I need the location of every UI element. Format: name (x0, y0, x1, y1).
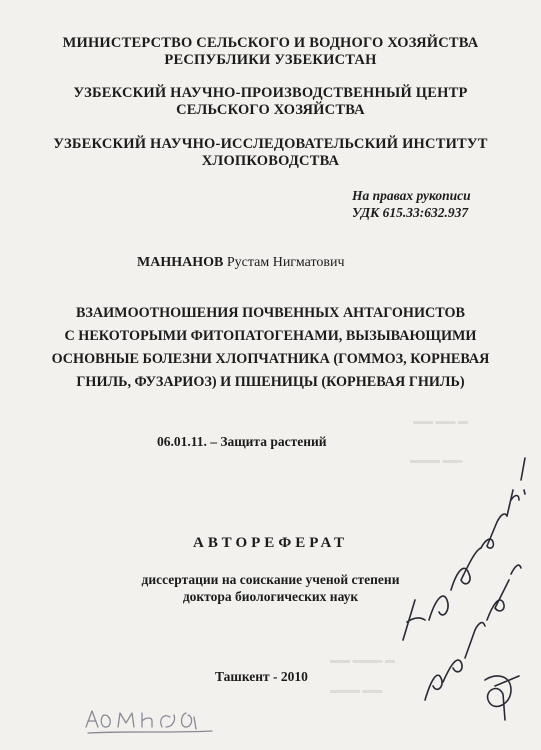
bleed-through-mark: ▬▬ ▬▬▬ ▬ (330, 655, 395, 666)
city-year: Ташкент - 2010 (215, 669, 308, 684)
udk-code: УДК 615.33:632.937 (352, 205, 469, 220)
author-surname: МАННАНОВ (137, 255, 224, 270)
handwritten-dedication-signature (385, 450, 535, 730)
institute-line-1: УЗБЕКСКИЙ НАУЧНО-ИССЛЕДОВАТЕЛЬСКИЙ ИНСТИТУТ (53, 136, 488, 152)
rights-note: На правах рукописи (352, 188, 471, 203)
title-line-2: С НЕКОТОРЫМИ ФИТОПАТОГЕНАМИ, ВЫЗЫВАЮЩИМИ (64, 328, 477, 344)
title-line-3: ОСНОВНЫЕ БОЛЕЗНИ ХЛОПЧАТНИКА (ГОММОЗ, КОРНЕВАЯ (51, 351, 490, 367)
dissertation-line-2: доктора биологических наук (182, 589, 359, 604)
title-line-1: ВЗАИМООТНОШЕНИЯ ПОЧВЕННЫХ АНТАГОНИСТОВ (75, 305, 466, 321)
author-given-names: Рустам Нигматович (226, 255, 345, 270)
title-line-4: ГНИЛЬ, ФУЗАРИОЗ) И ПШЕНИЦЫ (КОРНЕВАЯ ГНИЛЬ) (76, 374, 465, 390)
institute-line-2: ХЛОПКОВОДСТВА (201, 153, 340, 169)
document-type: АВТОРЕФЕРАТ (193, 535, 348, 551)
center-line-2: СЕЛЬСКОГО ХОЗЯЙСТВА (176, 102, 365, 118)
ministry-line-1: МИНИСТЕРСТВО СЕЛЬСКОГО И ВОДНОГО ХОЗЯЙСТВА (62, 35, 479, 51)
pencil-annotation (82, 703, 232, 739)
ministry-line-2: РЕСПУБЛИКИ УЗБЕКИСТАН (164, 52, 377, 68)
bleed-through-mark: ▬▬▬ ▬▬ (410, 455, 463, 466)
specialty: 06.01.11. – Защита растений (157, 434, 327, 449)
author-name (137, 255, 345, 271)
center-line-1: УЗБЕКСКИЙ НАУЧНО-ПРОИЗВОДСТВЕННЫЙ ЦЕНТР (73, 85, 468, 101)
bleed-through-mark: ▬▬ ▬▬ ▬ (413, 416, 468, 427)
bleed-through-mark: ▬▬▬ ▬▬ (330, 685, 383, 696)
dissertation-line-1: диссертации на соискание ученой степени (141, 572, 400, 587)
